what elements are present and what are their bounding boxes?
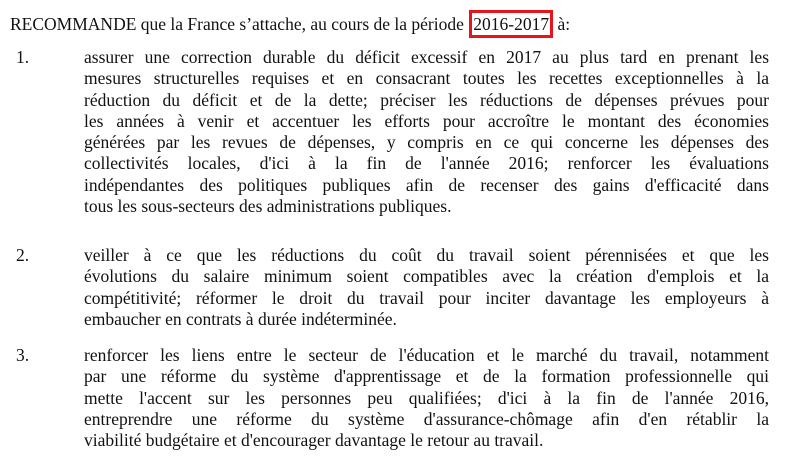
text-line: réduction du déficit et de la dette; préciser les réductions de dépenses prévues pour [84,89,769,110]
text-line: tous les sous-secteurs des administrations publiques. [84,196,452,217]
text-line: évolutions du salaire minimum soient compatibles avec la création d'emplois et la [84,266,769,287]
text-line: veiller à ce que les réductions du coût du travail soient pérennisées et que les [84,245,769,265]
text-line: entreprendre une réforme du système d'assurance-chômage afin d'en rétablir la [84,408,769,429]
text-line: renforcer les liens entre le secteur de l'éducation et le marché du travail, notamment [84,345,769,365]
text-line: compétitivité; réformer le droit du travail pour inciter davantage les employeurs à [84,287,769,308]
text-line: embaucher en contrats à durée indéterminée. [84,308,397,329]
item-text [84,245,769,330]
intro-prefix: RECOMMANDE que la France s’attache, au cours de la période [10,14,464,34]
text-line: mesures structurelles requises et en consacrant toutes les recettes exceptionnelles à la [84,68,769,89]
text-line: collectivités locales, d'ici à la fin de l'année 2016; renforcer les évaluations [84,153,769,174]
item-text [84,345,769,451]
text-line: mette l'accent sur les personnes peu qualifiées; d'ici à la fin de l'année 2016, [84,387,769,408]
text-line: viabilité budgétaire et d'encourager davantage le retour au travail. [84,430,544,451]
item-number: 2. [16,245,30,265]
text-line: les années à venir et accentuer les efforts pour accroître le montant des économies [84,110,769,131]
intro-suffix: à: [557,14,571,34]
text-line: assurer une correction durable du déficit excessif en 2017 au plus tard en prenant les [84,47,769,67]
item-number: 3. [16,345,30,365]
item-text [84,47,769,217]
text-line: par une réforme du système d'apprentissage et de la formation professionnelle qui [84,366,769,387]
intro-sentence [10,10,570,38]
highlighted-period: 2016-2017 [469,10,553,38]
item-number: 1. [16,47,30,67]
text-line: indépendantes des politiques publiques afin de recenser des gains d'efficacité dans [84,174,769,195]
text-line: générées par les revues de dépenses, y compris en ce qui concerne les dépenses des [84,132,769,153]
